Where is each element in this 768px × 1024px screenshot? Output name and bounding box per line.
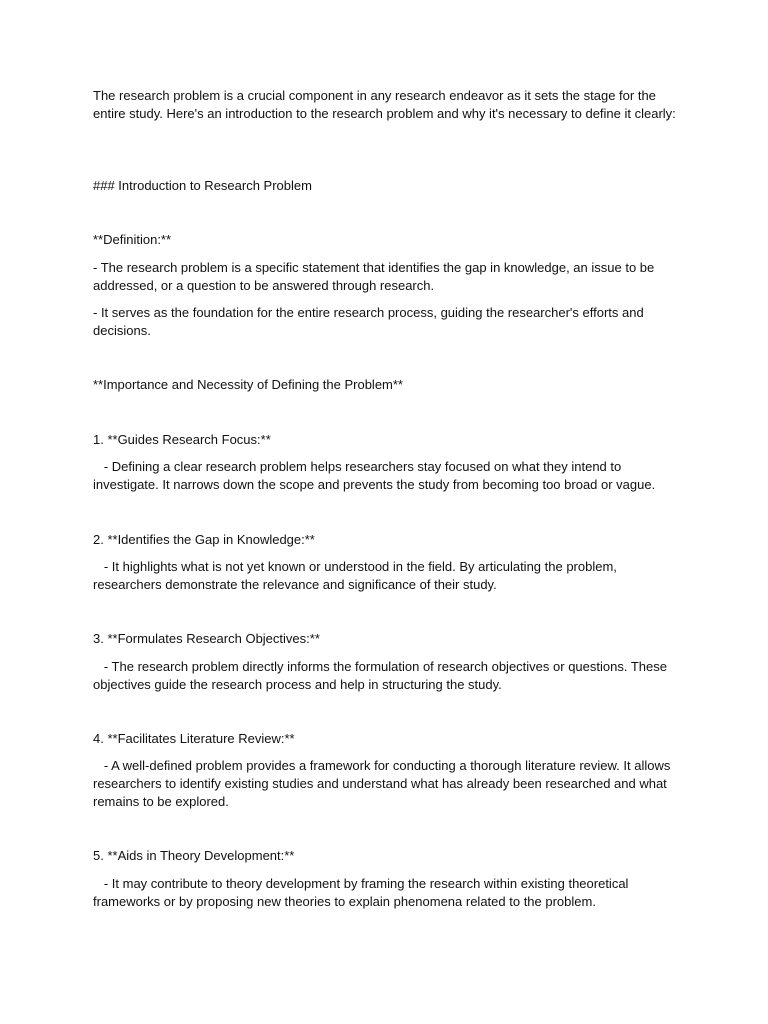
item-3-body: - The research problem directly informs the formulation of research objectives or questions. These objectives guide the research process and help in structuring the study.	[93, 659, 671, 692]
item-4-body: - A well-defined problem provides a framework for conducting a thorough literature review. It allows researchers to identify existing studies and understand what has already been researched and what remains to be explored.	[93, 758, 674, 809]
section-heading: ### Introduction to Research Problem	[93, 178, 312, 193]
item-4-title: 4. **Facilitates Literature Review:**	[93, 731, 295, 746]
item-5-body: - It may contribute to theory development by framing the research within existing theoretical frameworks or by proposing new theories to explain phenomena related to the problem.	[93, 876, 633, 909]
item-2-title: 2. **Identifies the Gap in Knowledge:**	[93, 532, 315, 547]
item-1-title: 1. **Guides Research Focus:**	[93, 432, 271, 447]
definition-label: **Definition:**	[93, 232, 172, 247]
item-3-title: 3. **Formulates Research Objectives:**	[93, 631, 320, 646]
definition-point-1: - The research problem is a specific statement that identifies the gap in knowledge, an issue to be addressed, or a question to be answered through research.	[93, 260, 658, 293]
item-1-body: - Defining a clear research problem helps researchers stay focused on what they intend to investigate. It narrows down the scope and prevents the study from becoming too broad or vague.	[93, 459, 656, 492]
definition-point-2: - It serves as the foundation for the entire research process, guiding the researcher's efforts and decisions.	[93, 305, 648, 338]
item-2-body: - It highlights what is not yet known or understood in the field. By articulating the problem, researchers demonstrate the relevance and significance of their study.	[93, 559, 621, 592]
intro-paragraph: The research problem is a crucial component in any research endeavor as it sets the stage for the entire study. Here's an introduction to the research problem and why it's necessary to define it clearly:	[93, 88, 676, 121]
importance-heading: **Importance and Necessity of Defining the Problem**	[93, 377, 403, 392]
item-5-title: 5. **Aids in Theory Development:**	[93, 848, 295, 863]
